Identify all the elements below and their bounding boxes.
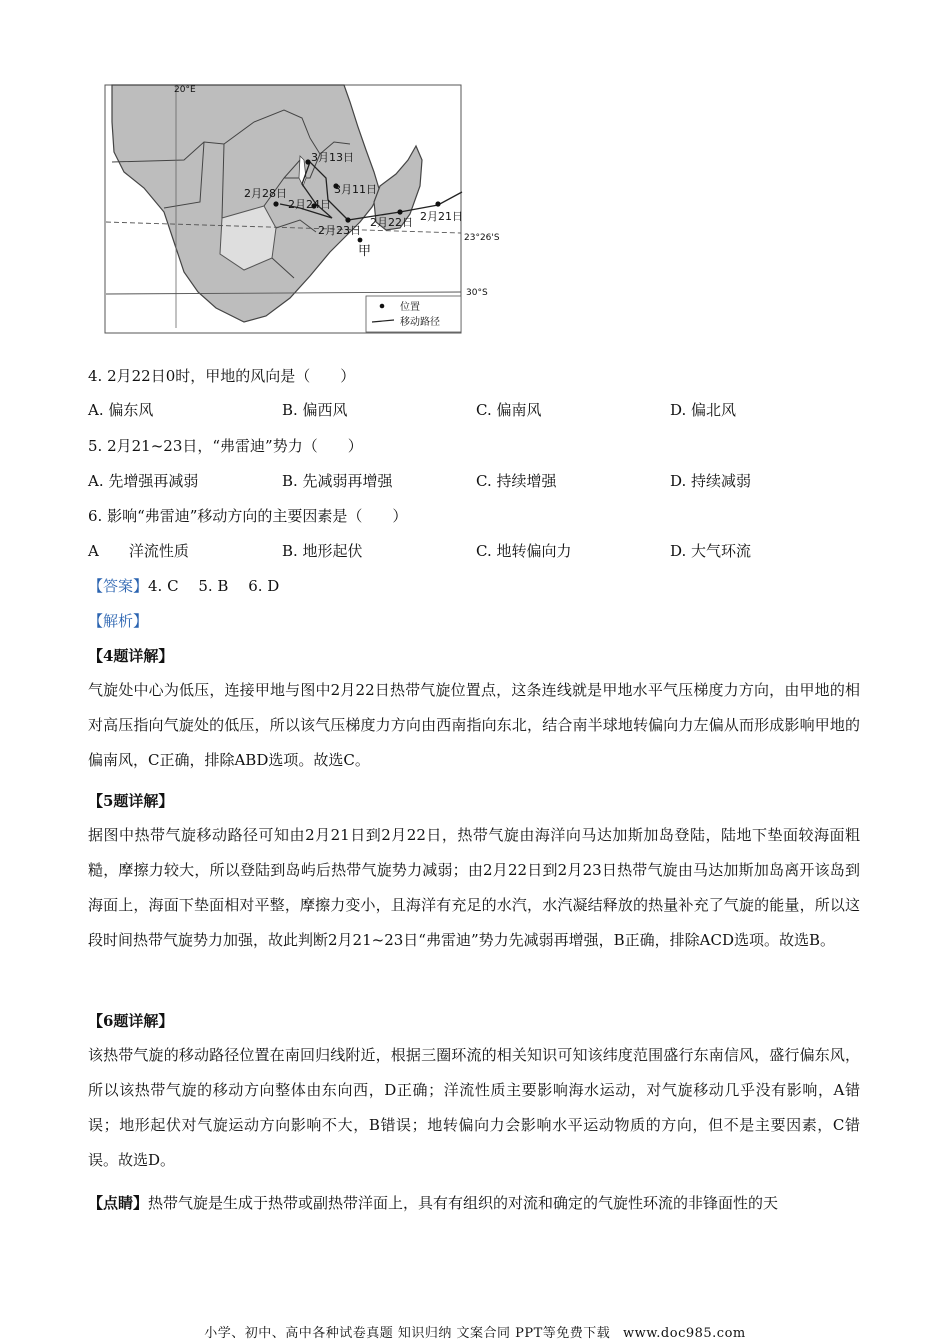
- map-svg: [104, 82, 500, 338]
- date-label-mar13: 3月13日: [311, 151, 354, 164]
- note-line: [88, 1193, 860, 1213]
- question-4-stem: 4. 2月22日0时，甲地的风向是（ ）: [88, 367, 356, 385]
- option-d: D. 大气环流: [670, 542, 752, 560]
- cyclone-path-map: [104, 82, 500, 338]
- answer-line: [88, 576, 860, 596]
- date-label-mar11: 3月11日: [334, 183, 377, 196]
- place-label: 甲: [358, 244, 372, 259]
- q5-heading: 【5题详解】: [88, 792, 174, 810]
- option-c: C. 地转偏向力: [476, 542, 572, 560]
- point-feb22: [397, 209, 402, 214]
- tropic-label: 23°26'S: [464, 233, 500, 243]
- option-a: A 洋流性质: [88, 542, 189, 560]
- question-5-stem: 5. 2月21~23日，“弗雷迪”势力（ ）: [88, 437, 363, 455]
- legend-path-label: 移动路径: [400, 317, 440, 328]
- note-label: 【点睛】: [88, 1194, 149, 1212]
- option-d: D. 偏北风: [670, 401, 737, 419]
- date-label-feb28: 2月28日: [244, 187, 287, 200]
- point-feb28: [273, 201, 278, 206]
- footer-site-link[interactable]: www.doc985.com: [622, 1326, 746, 1341]
- page-footer: [0, 1322, 950, 1341]
- answer-label: 【答案】: [88, 577, 149, 595]
- lat30-label: 30°S: [466, 288, 488, 298]
- legend-position-label: 位置: [400, 302, 420, 313]
- date-label-feb24: 2月24日: [288, 198, 331, 211]
- q6-explanation: 该热带气旋的移动路径位置在南回归线附近，根据三圈环流的相关知识可知该纬度范围盛行东南信风，盛行偏东风，所以该热带气旋的移动方向整体由东向西，D正确；洋流性质主要影响海水运动，对气旋移动几乎没有影响，A错误；地形起伏对气旋运动方向影响不大，B错误；地转偏向力会影响水平运动物质的方向，但不是主要因素，C错误。故选D。: [88, 1046, 860, 1169]
- date-label-feb22: 2月22日: [370, 216, 413, 229]
- question-6-stem: 6. 影响“弗雷迪”移动方向的主要因素是（ ）: [88, 507, 408, 525]
- date-label-feb23: 2月23日: [318, 224, 361, 237]
- note-text: 热带气旋是生成于热带或副热带洋面上，具有有组织的对流和确定的气旋性环流的非锋面性的天: [148, 1194, 779, 1212]
- map-legend: [366, 296, 461, 332]
- option-b: B. 先减弱再增强: [282, 472, 393, 490]
- option-c: C. 持续增强: [476, 472, 557, 490]
- analysis-label: 【解析】: [88, 612, 149, 630]
- option-d: D. 持续减弱: [670, 472, 752, 490]
- point-mar13: [305, 159, 310, 164]
- lon-label: 20°E: [174, 85, 196, 95]
- point-jia: [358, 238, 363, 243]
- date-label-feb21: 2月21日: [420, 210, 463, 223]
- point-feb23: [345, 217, 350, 222]
- option-b: B. 地形起伏: [282, 542, 363, 560]
- option-b: B. 偏西风: [282, 401, 348, 419]
- q6-heading: 【6题详解】: [88, 1012, 174, 1030]
- answer-text: 4. C 5. B 6. D: [148, 577, 280, 595]
- option-c: C. 偏南风: [476, 401, 542, 419]
- point-feb21: [435, 201, 440, 206]
- option-a: A. 偏东风: [88, 401, 154, 419]
- option-a: A. 先增强再减弱: [88, 472, 199, 490]
- legend-point-icon: [380, 304, 385, 309]
- q4-heading: 【4题详解】: [88, 647, 174, 665]
- q4-explanation: 气旋处中心为低压，连接甲地与图中2月22日热带气旋位置点，这条连线就是甲地水平气压梯度力方向，由甲地的相对高压指向气旋处的低压，所以该气压梯度力方向由西南指向东北，结合南半球地转偏向力左偏从而形成影响甲地的偏南风，C正确，排除ABD选项。故选C。: [88, 681, 860, 769]
- footer-text: 小学、初中、高中各种试卷真题 知识归纳 文案合同 PPT等免费下载: [204, 1326, 611, 1341]
- q5-explanation: 据图中热带气旋移动路径可知由2月21日到2月22日，热带气旋由海洋向马达加斯加岛登陆，陆地下垫面较海面粗糙，摩擦力较大，所以登陆到岛屿后热带气旋势力减弱；由2月22日到2月23日热带气旋由马达加斯加岛离开该岛到海面上，海面下垫面相对平整，摩擦力变小，且海洋有充足的水汽，水汽凝结释放的热量补充了气旋的能量，所以这段时间热带气旋势力加强，故此判断2月21~23日“弗雷迪”势力先减弱再增强，B正确，排除ACD选项。故选B。: [88, 826, 860, 949]
